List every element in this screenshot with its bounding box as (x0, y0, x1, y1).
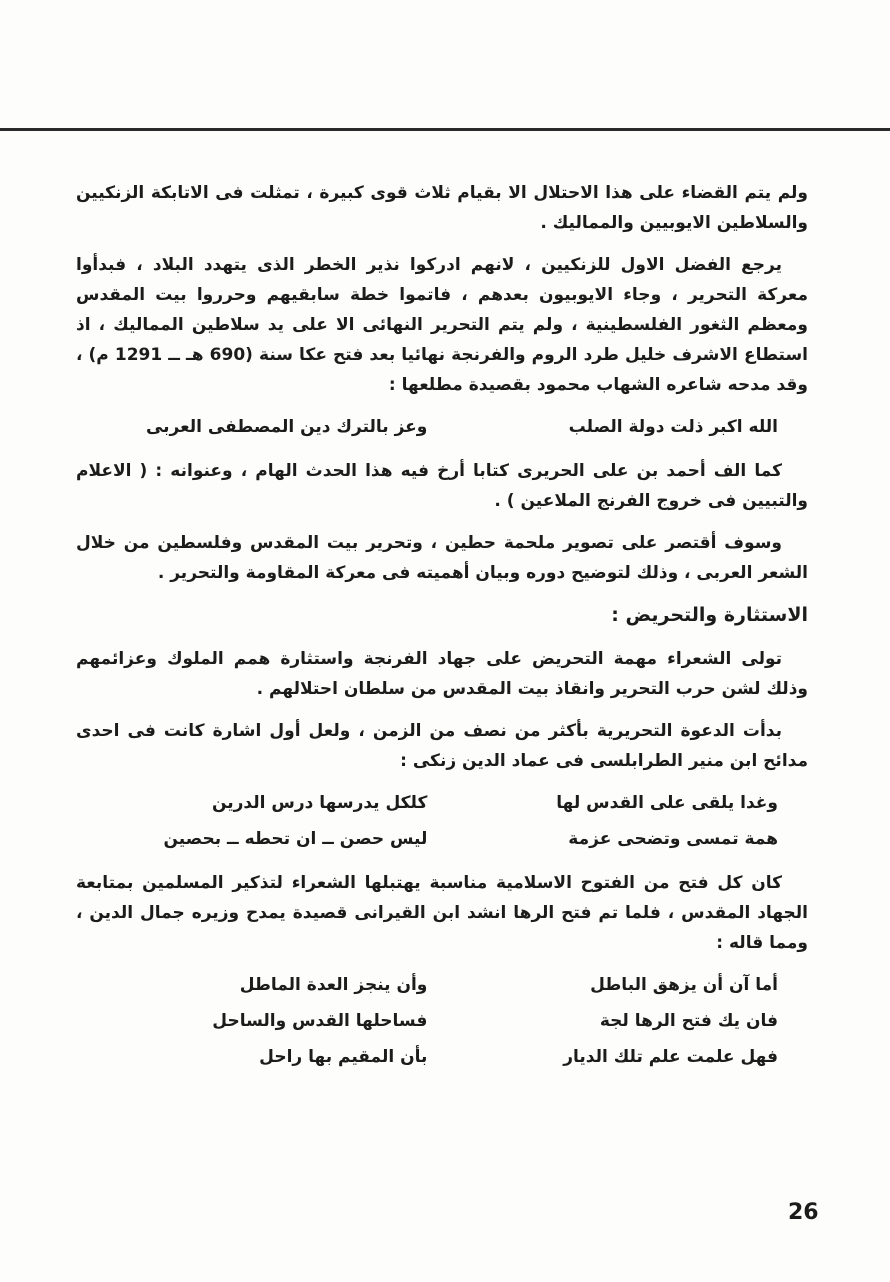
verse-line (76, 412, 808, 442)
verse-first-hemistich: أما آن أن يزهق الباطل (590, 975, 778, 995)
verse-second-hemistich: وعز بالترك دين المصطفى العربى (145, 417, 428, 437)
verse-line (76, 788, 808, 818)
verse-second-hemistich: فساحلها القدس والساحل (212, 1011, 428, 1031)
verse-line (76, 1042, 808, 1072)
section-heading: الاستثارة والتحريض : (611, 604, 808, 626)
paragraph-6: بدأت الدعوة التحريرية بأكثر من نصف من الزمن ، ولعل أول اشارة كانت فى احدى مدائح ابن منير الطرابلسى فى عماد الدين زنكى : (76, 721, 808, 771)
verse-block-1 (76, 412, 808, 442)
verse-first-hemistich: وغدا يلقى على القدس لها (556, 793, 778, 813)
paragraph-2: يرجع الفضل الاول للزنكيين ، لانهم ادركوا نذير الخطر الذى يتهدد البلاد ، فبدأوا معركة التحرير ، وجاء الايوبيون بعدهم ، فاتموا خطة سابقيهم وحرروا بيت المقدس ومعظم الثغور الفلسطينية ، ولم يتم التحرير النهائى الا على يد سلاطين المماليك ، اذ استطاع الاشرف خليل طرد الروم والفرنجة نهائيا بعد فتح عكا سنة (690 هـ ــ 1291 م) ، وقد مدحه شاعره الشهاب محمود بقصيدة مطلعها : (76, 255, 808, 395)
verse-first-hemistich: فهل علمت علم تلك الديار (563, 1047, 778, 1067)
verse-first-hemistich: فان يك فتح الرها لجة (599, 1011, 778, 1031)
verse-second-hemistich: كلكل يدرسها درس الدرين (211, 793, 428, 813)
verse-first-hemistich: همة تمسى وتضحى عزمة (568, 829, 778, 849)
paragraph-4: وسوف أقتصر على تصوير ملحمة حطين ، وتحرير بيت المقدس وفلسطين من خلال الشعر العربى ، وذلك لتوضيح دوره وبيان أهميته فى معركة المقاومة والتحرير . (76, 533, 808, 583)
verse-second-hemistich: وأن ينجز العدة الماطل (239, 975, 428, 995)
paragraph-1: ولم يتم القضاء على هذا الاحتلال الا بقيام ثلاث قوى كبيرة ، تمثلت فى الاتابكة الزنكيين والسلاطين الايوبيين والمماليك . (76, 183, 808, 233)
verse-line (76, 824, 808, 854)
verse-line (76, 1006, 808, 1036)
verse-second-hemistich: ليس حصن ــ ان تحطه ــ بحصين (163, 829, 428, 849)
page-body (76, 178, 808, 1086)
verse-line (76, 970, 808, 1000)
verse-block-3 (76, 970, 808, 1072)
page-number: 26 (788, 1200, 819, 1225)
paragraph-3: كما الف أحمد بن على الحريرى كتابا أرخ فيه هذا الحدث الهام ، وعنوانه : ( الاعلام والتبيين فى خروج الفرنج الملاعين ) . (76, 461, 808, 511)
verse-block-2 (76, 788, 808, 854)
header-rule (0, 128, 890, 131)
paragraph-7: كان كل فتح من الفتوح الاسلامية مناسبة يهتبلها الشعراء لتذكير المسلمين بمتابعة الجهاد المقدس ، فلما تم فتح الرها انشد ابن القيرانى قصيدة يمدح وزيره جمال الدين ، ومما قاله : (76, 873, 808, 953)
verse-first-hemistich: الله اكبر ذلت دولة الصلب (568, 417, 778, 437)
paragraph-5: تولى الشعراء مهمة التحريض على جهاد الفرنجة واستثارة همم الملوك وعزائمهم وذلك لشن حرب التحرير وانقاذ بيت المقدس من سلطان احتلالهم . (76, 649, 808, 699)
verse-second-hemistich: بأن المقيم بها راحل (259, 1047, 428, 1067)
